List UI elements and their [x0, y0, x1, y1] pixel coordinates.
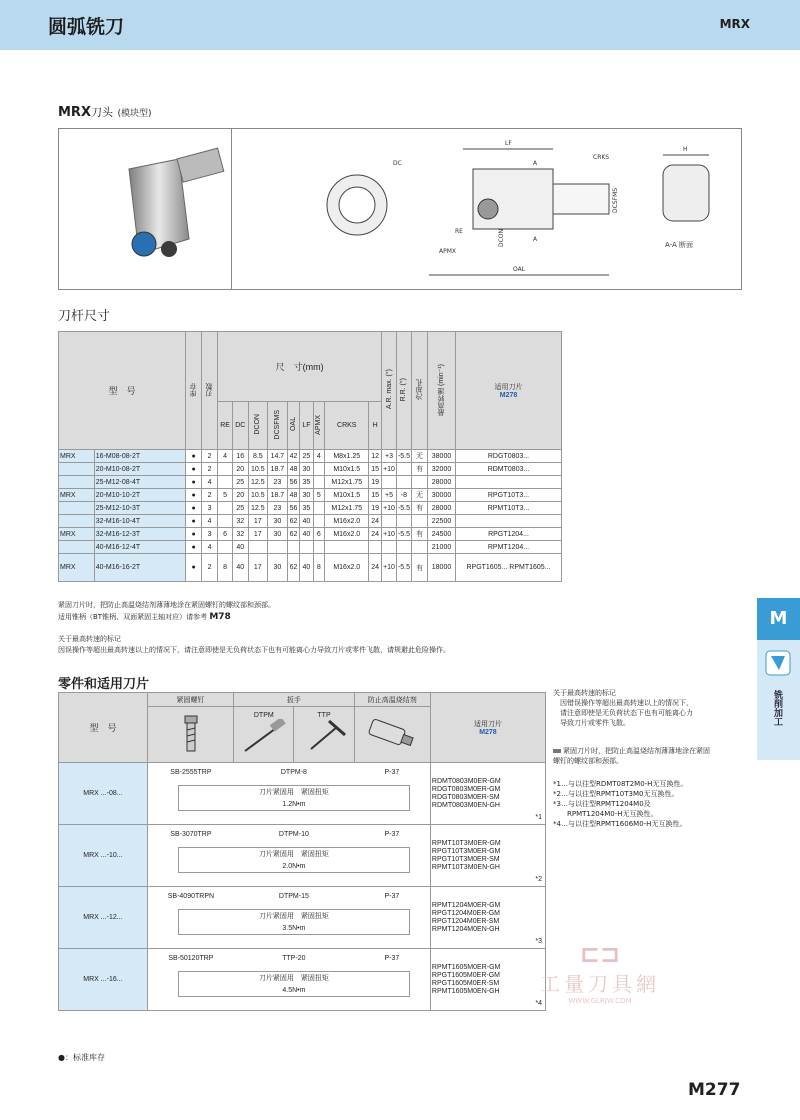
- cell-n: 18000: [428, 554, 456, 582]
- product-figure: [58, 128, 742, 290]
- label-h: H: [683, 146, 688, 153]
- cell-rr: -5.5: [396, 528, 411, 541]
- anti-code: P-37: [384, 830, 400, 838]
- parts-model: MRX ...-08...: [59, 763, 148, 825]
- cell-cool: 有: [412, 463, 428, 476]
- torque-value: 1.2N•m: [282, 801, 306, 808]
- cell-lf: 25: [300, 450, 313, 463]
- cell-rr: [396, 476, 411, 489]
- th2-model: 型 号: [59, 693, 148, 763]
- cell-re: [218, 541, 233, 554]
- cell-dc: 40: [233, 554, 248, 582]
- watermark: [540, 940, 660, 1005]
- cell-dcsfms: 14.7: [268, 450, 288, 463]
- compat-mark: *1: [535, 814, 542, 821]
- cell-cool: 无: [412, 450, 428, 463]
- cell-apmx: [313, 541, 325, 554]
- cell-dcon: 17: [248, 528, 268, 541]
- th-ar: A.R. max. (°): [382, 332, 397, 450]
- cell-s: ●: [186, 515, 202, 528]
- cell-crks: M10x1.5: [325, 463, 369, 476]
- series-code: MRX: [719, 17, 750, 31]
- label-re: RE: [455, 228, 463, 235]
- ttp-label: TTP: [317, 712, 331, 719]
- col-dc: DC: [233, 402, 248, 450]
- cell-ar: +10: [382, 528, 397, 541]
- page-number: M277: [688, 1080, 741, 1100]
- anti-seize-tube-icon: [354, 707, 430, 763]
- cell-insert: RDGT0803...: [456, 450, 562, 463]
- anti-code: P-37: [384, 954, 400, 962]
- product-photo: [59, 129, 231, 289]
- taper-ref-link[interactable]: M78: [209, 612, 231, 622]
- cell-h: 15: [369, 463, 382, 476]
- cell-re: [218, 515, 233, 528]
- label-dc: DC: [393, 160, 402, 167]
- table-row: [59, 541, 562, 554]
- th-teeth: 刃数: [202, 332, 218, 450]
- cell-series: [59, 463, 95, 476]
- cell-dc: 25: [233, 476, 248, 489]
- cell-dc: 25: [233, 502, 248, 515]
- cell-z: 3: [202, 502, 218, 515]
- cell-crks: M16x2.0: [325, 515, 369, 528]
- parts-model: MRX ...-10...: [59, 825, 148, 887]
- cell-ar: +10: [382, 502, 397, 515]
- section-title-shank: 刀杆尺寸: [58, 309, 111, 324]
- table-row: [59, 489, 562, 502]
- col-crks: CRKS: [325, 402, 369, 450]
- cell-dcsfms: 30: [268, 515, 288, 528]
- label-lf: LF: [505, 140, 512, 147]
- cell-code: 25-M12-10-3T: [94, 502, 185, 515]
- watermark-url: WWW.GLRJW.COM: [568, 997, 632, 1005]
- shank-dimension-table: [58, 331, 562, 582]
- note-speed-body: 因误操作等超出最高转速以上的情况下，请注意即使是无负荷状态下也有可能离心力导致刀片或零件飞散，请规避此危险操作。: [58, 646, 450, 654]
- cell-crks: M8x1.25: [325, 450, 369, 463]
- watermark-logo: ⊏⊐: [579, 940, 621, 968]
- cell-cool: 无: [412, 489, 428, 502]
- cell-rr: [396, 515, 411, 528]
- cell-z: 2: [202, 489, 218, 502]
- chapter-tab[interactable]: M: [757, 598, 800, 640]
- cell-re: 6: [218, 528, 233, 541]
- cell-dcon: 12.5: [248, 502, 268, 515]
- tube-small-icon: [553, 749, 561, 753]
- screw-icon: [147, 707, 233, 763]
- cell-s: ●: [186, 554, 202, 582]
- cell-oal: [287, 541, 300, 554]
- cell-n: 28000: [428, 502, 456, 515]
- cell-h: 19: [369, 502, 382, 515]
- cell-code: 32-M16-10-4T: [94, 515, 185, 528]
- cell-dcon: 12.5: [248, 476, 268, 489]
- cell-rr: [396, 541, 411, 554]
- th-dims: 尺 寸(mm): [218, 332, 382, 402]
- technical-drawing: [233, 129, 741, 289]
- cell-re: [218, 463, 233, 476]
- th2-anti: 防止高温烧结剂: [354, 693, 430, 707]
- cell-series: [59, 502, 95, 515]
- cell-dc: 32: [233, 515, 248, 528]
- cell-apmx: 4: [313, 450, 325, 463]
- cell-h: 15: [369, 489, 382, 502]
- cell-z: 4: [202, 541, 218, 554]
- cell-z: 2: [202, 463, 218, 476]
- th-coolant: 冷却孔: [412, 332, 428, 450]
- cell-crks: M10x1.5: [325, 489, 369, 502]
- cell-lf: 40: [300, 528, 313, 541]
- cell-s: ●: [186, 476, 202, 489]
- cell-crks: M16x2.0: [325, 528, 369, 541]
- torque-label: 刀片紧固用 紧固扭矩: [258, 913, 329, 920]
- cell-h: [369, 541, 382, 554]
- insert-ref-link[interactable]: M278: [499, 392, 518, 399]
- cell-series: [59, 541, 95, 554]
- screw-code: SB-50120TRP: [168, 954, 214, 962]
- screw-code: SB-3070TRP: [170, 830, 212, 838]
- page-header: [0, 0, 800, 50]
- torque-box: [178, 971, 410, 997]
- cell-z: 4: [202, 476, 218, 489]
- cell-dcon: 17: [248, 554, 268, 582]
- note-taper-text: 适用锥柄（BT锥柄、双面紧固主轴对应）请参考: [58, 613, 208, 621]
- parts-model: MRX ...-12...: [59, 887, 148, 949]
- cell-code: 16-M08-08-2T: [94, 450, 185, 463]
- cell-h: 24: [369, 554, 382, 582]
- cell-lf: 35: [300, 476, 313, 489]
- cell-oal: 56: [287, 476, 300, 489]
- cell-dcsfms: 30: [268, 528, 288, 541]
- th-rr: R.R. (°): [396, 332, 411, 450]
- cell-z: 2: [202, 450, 218, 463]
- cell-apmx: 6: [313, 528, 325, 541]
- cell-lf: 40: [300, 515, 313, 528]
- cell-re: 4: [218, 450, 233, 463]
- parts-row: [59, 949, 546, 1011]
- cell-apmx: [313, 463, 325, 476]
- torque-label: 刀片紧固用 紧固扭矩: [258, 851, 329, 858]
- section-title-parts: 零件和适用刀片: [58, 677, 150, 692]
- cell-dcsfms: [268, 541, 288, 554]
- cell-dc: 20: [233, 489, 248, 502]
- cell-n: 30000: [428, 489, 456, 502]
- torque-box: [178, 785, 410, 811]
- cell-lf: 30: [300, 463, 313, 476]
- cell-series: [59, 515, 95, 528]
- cell-re: 8: [218, 554, 233, 582]
- table-row: [59, 528, 562, 541]
- cell-cool: 有: [412, 502, 428, 515]
- wrench-code: DTPM-15: [278, 892, 309, 900]
- side-note-anti-seize: [553, 746, 710, 766]
- torque-value: 4.5N•m: [282, 987, 306, 994]
- table-row: [59, 463, 562, 476]
- ttp-wrench-icon: [294, 707, 354, 763]
- cell-dc: 16: [233, 450, 248, 463]
- cell-dcsfms: 18.7: [268, 463, 288, 476]
- cell-s: ●: [186, 541, 202, 554]
- col-h: H: [369, 402, 382, 450]
- cell-series: [59, 476, 95, 489]
- table-row: [59, 554, 562, 582]
- cell-rr: -5.5: [396, 450, 411, 463]
- cell-cool: 有: [412, 528, 428, 541]
- cell-series: MRX: [59, 489, 95, 502]
- wrench-code: DTPM-8: [280, 768, 307, 776]
- th2-screw: 紧固螺钉: [147, 693, 233, 707]
- cell-n: 22500: [428, 515, 456, 528]
- note-taper: [58, 612, 231, 622]
- col-apmx: APMX: [313, 402, 325, 450]
- cell-ar: +3: [382, 450, 397, 463]
- cell-dcsfms: 23: [268, 476, 288, 489]
- table-row: [59, 476, 562, 489]
- cell-code: 32-M16-12-3T: [94, 528, 185, 541]
- compat-mark: *4: [535, 1000, 542, 1007]
- compat-mark: *3: [535, 938, 542, 945]
- label-a2: A: [533, 236, 538, 243]
- cell-series: MRX: [59, 450, 95, 463]
- cell-rr: -5.5: [396, 554, 411, 582]
- cell-code: 40-M16-12-4T: [94, 541, 185, 554]
- torque-box: [178, 909, 410, 935]
- label-crks: CRKS: [593, 154, 610, 161]
- compat-mark: *2: [535, 876, 542, 883]
- cell-dcon: [248, 541, 268, 554]
- cell-crks: M16x2.0: [325, 554, 369, 582]
- parts-row: [59, 887, 546, 949]
- cell-insert: RPMT10T3...: [456, 502, 562, 515]
- title-sub: (模块型): [117, 109, 152, 119]
- dtpm-wrench-icon: [234, 707, 294, 763]
- cell-s: ●: [186, 489, 202, 502]
- wrench-code: TTP-20: [282, 954, 306, 962]
- cell-re: 5: [218, 489, 233, 502]
- chapter-label: 铣削加工: [772, 690, 782, 726]
- side-note-anti-seize-text: 紧固刀片时，把防止高温烧结剂薄薄地涂在紧固 螺钉的螺纹部和颈部。: [553, 747, 710, 765]
- cell-dcon: 8.5: [248, 450, 268, 463]
- stock-legend: ●：标准库存: [58, 1053, 105, 1062]
- cell-dc: 40: [233, 541, 248, 554]
- page-title: 圆弧铣刀: [48, 16, 125, 38]
- torque-label: 刀片紧固用 紧固扭矩: [258, 789, 329, 796]
- anti-code: P-37: [384, 892, 400, 900]
- cell-dcsfms: 18.7: [268, 489, 288, 502]
- cell-insert: RPGT10T3...: [456, 489, 562, 502]
- parts-row: [59, 825, 546, 887]
- label-oal: OAL: [513, 266, 526, 273]
- cell-dcon: 17: [248, 515, 268, 528]
- cell-oal: 62: [287, 554, 300, 582]
- cell-oal: 62: [287, 515, 300, 528]
- cell-ar: +5: [382, 489, 397, 502]
- label-apmx: APMX: [439, 248, 457, 255]
- col-oal: OAL: [287, 402, 300, 450]
- cell-apmx: [313, 515, 325, 528]
- cell-lf: 30: [300, 489, 313, 502]
- cell-rr: [396, 463, 411, 476]
- anti-code: P-37: [384, 768, 400, 776]
- cell-dcsfms: 23: [268, 502, 288, 515]
- table-row: [59, 502, 562, 515]
- cell-insert: [456, 515, 562, 528]
- cell-re: [218, 502, 233, 515]
- cell-dc: 32: [233, 528, 248, 541]
- parts-tools: [147, 949, 430, 1011]
- cell-oal: 48: [287, 463, 300, 476]
- screw-code: SB-2555TRP: [170, 768, 212, 776]
- cell-crks: M12x1.75: [325, 502, 369, 515]
- th2-insert: 适用刀片 M278: [430, 693, 545, 763]
- th2-wrench: 扳手: [234, 693, 354, 707]
- cell-crks: M12x1.75: [325, 476, 369, 489]
- cell-s: ●: [186, 463, 202, 476]
- cell-rr: -8: [396, 489, 411, 502]
- milling-icon: [765, 650, 791, 676]
- torque-box: [178, 847, 410, 873]
- label-dcon: DCON: [498, 228, 505, 247]
- cell-n: 21000: [428, 541, 456, 554]
- parts-tools: [147, 763, 430, 825]
- th-maxspeed: 最高转速 (min⁻¹): [428, 332, 456, 450]
- cell-n: 24500: [428, 528, 456, 541]
- cell-s: ●: [186, 450, 202, 463]
- label-section: A-A 断面: [665, 241, 694, 249]
- torque-value: 2.0N•m: [282, 863, 306, 870]
- cell-z: 3: [202, 528, 218, 541]
- table-row: [59, 515, 562, 528]
- parts-inserts: [430, 763, 545, 825]
- insert-list: RDMT0803M0ER-GM RDGT0803M0ER-GM RDGT0803M0ER-SM RDMT0803M0EN-GH: [431, 777, 501, 809]
- parts-inserts: [430, 949, 545, 1011]
- cell-insert: RPGT1605... RPMT1605...: [456, 554, 562, 582]
- col-re: RE: [218, 402, 233, 450]
- cell-lf: [300, 541, 313, 554]
- cell-oal: 48: [287, 489, 300, 502]
- cell-ar: [382, 515, 397, 528]
- cell-code: 20-M10-08-2T: [94, 463, 185, 476]
- cell-oal: 56: [287, 502, 300, 515]
- insert-list: RPMT1204M0ER-GM RPGT1204M0ER-GM RPGT1204M0ER-SM RPMT1204M0EN-GH: [431, 901, 501, 933]
- cell-z: 2: [202, 554, 218, 582]
- th-insert: 适用刀片 M278: [456, 332, 562, 450]
- th-stock: 库存: [186, 332, 202, 450]
- cell-ar: +10: [382, 463, 397, 476]
- screw-code: SB-4090TRPN: [167, 892, 215, 900]
- cell-s: ●: [186, 528, 202, 541]
- cell-h: 19: [369, 476, 382, 489]
- note-speed-title: 关于最高转速的标记: [58, 635, 121, 643]
- cell-h: 24: [369, 528, 382, 541]
- cell-cool: [412, 476, 428, 489]
- cell-cool: [412, 515, 428, 528]
- insert-list: RPMT10T3M0ER-GM RPGT10T3M0ER-GM RPGT10T3M0ER-SM RPMT10T3M0EN-GH: [431, 839, 501, 871]
- side-note-speed: 关于最高转速的标记 因错误操作等超出最高转速以上的情况下， 请注意即使是无负荷状态下也有可能离心力 导致刀片或零件飞散。: [553, 689, 693, 727]
- cell-lf: 40: [300, 554, 313, 582]
- parts-row: [59, 763, 546, 825]
- parts-inserts: [430, 825, 545, 887]
- col-dcsfms: DCSFMS: [268, 402, 288, 450]
- insert2-ref-link[interactable]: M278: [479, 729, 497, 736]
- cell-apmx: [313, 502, 325, 515]
- cell-series: MRX: [59, 554, 95, 582]
- col-dcon: DCON: [248, 402, 268, 450]
- wrench-code: DTPM-10: [278, 830, 309, 838]
- cell-n: 32000: [428, 463, 456, 476]
- chapter-side: [757, 640, 800, 760]
- label-a1: A: [533, 160, 538, 167]
- label-dcsfms: DCSFMS: [612, 187, 619, 213]
- cell-dcon: 10.5: [248, 463, 268, 476]
- cell-oal: 62: [287, 528, 300, 541]
- parts-model: MRX ...-16...: [59, 949, 148, 1011]
- cell-cool: 有: [412, 554, 428, 582]
- cell-ar: [382, 541, 397, 554]
- torque-label: 刀片紧固用 紧固扭矩: [258, 975, 329, 982]
- parts-inserts: [430, 887, 545, 949]
- cell-apmx: 8: [313, 554, 325, 582]
- cell-dcon: 10.5: [248, 489, 268, 502]
- cell-s: ●: [186, 502, 202, 515]
- title-rest: 刀头: [90, 106, 113, 119]
- cell-code: 25-M12-08-4T: [94, 476, 185, 489]
- cell-apmx: 5: [313, 489, 325, 502]
- parts-tools: [147, 825, 430, 887]
- cell-ar: [382, 476, 397, 489]
- col-lf: LF: [300, 402, 313, 450]
- cell-h: 12: [369, 450, 382, 463]
- cell-re: [218, 476, 233, 489]
- side-note-compat: *1…与以往型RDMT08T2M0-H无互换性。 *2…与以往型RPMT10T3M0无互换性。 *3…与以往型RPMT1204M0及 RPMT1204M0-H无互换性。 *4…与以往型RPMT1606M0-H无互换性。: [553, 780, 688, 828]
- cell-insert: RPMT1204...: [456, 541, 562, 554]
- cell-dcsfms: 30: [268, 554, 288, 582]
- cell-series: MRX: [59, 528, 95, 541]
- cell-insert: [456, 476, 562, 489]
- cell-crks: [325, 541, 369, 554]
- cell-lf: 35: [300, 502, 313, 515]
- insert-list: RPMT1605M0ER-GM RPGT1605M0ER-GM RPGT1605M0ER-SM RPMT1605M0EN-GH: [431, 963, 501, 995]
- cell-n: 28000: [428, 476, 456, 489]
- parts-tools: [147, 887, 430, 949]
- th-model: 型 号: [59, 332, 186, 450]
- cell-oal: 42: [287, 450, 300, 463]
- torque-value: 3.5N•m: [282, 925, 306, 932]
- title-bold: MRX: [58, 105, 91, 120]
- cell-rr: -5.5: [396, 502, 411, 515]
- cell-code: 20-M10-10-2T: [94, 489, 185, 502]
- parts-table: [58, 692, 546, 1011]
- cell-code: 40-M16-16-2T: [94, 554, 185, 582]
- cell-cool: [412, 541, 428, 554]
- watermark-text: 工量刀具網: [540, 972, 660, 996]
- note-anti-seize: 紧固刀片时，把防止高温烧结剂薄薄地涂在紧固螺钉的螺纹部和颈部。: [58, 601, 275, 609]
- dtpm-label: DTPM: [253, 712, 274, 719]
- cell-insert: RPGT1204...: [456, 528, 562, 541]
- section-title-head: [58, 104, 152, 120]
- cell-ar: +10: [382, 554, 397, 582]
- cell-dc: 20: [233, 463, 248, 476]
- cell-apmx: [313, 476, 325, 489]
- cell-insert: RDMT0803...: [456, 463, 562, 476]
- cell-h: 24: [369, 515, 382, 528]
- cell-z: 4: [202, 515, 218, 528]
- table-row: [59, 450, 562, 463]
- cell-n: 38000: [428, 450, 456, 463]
